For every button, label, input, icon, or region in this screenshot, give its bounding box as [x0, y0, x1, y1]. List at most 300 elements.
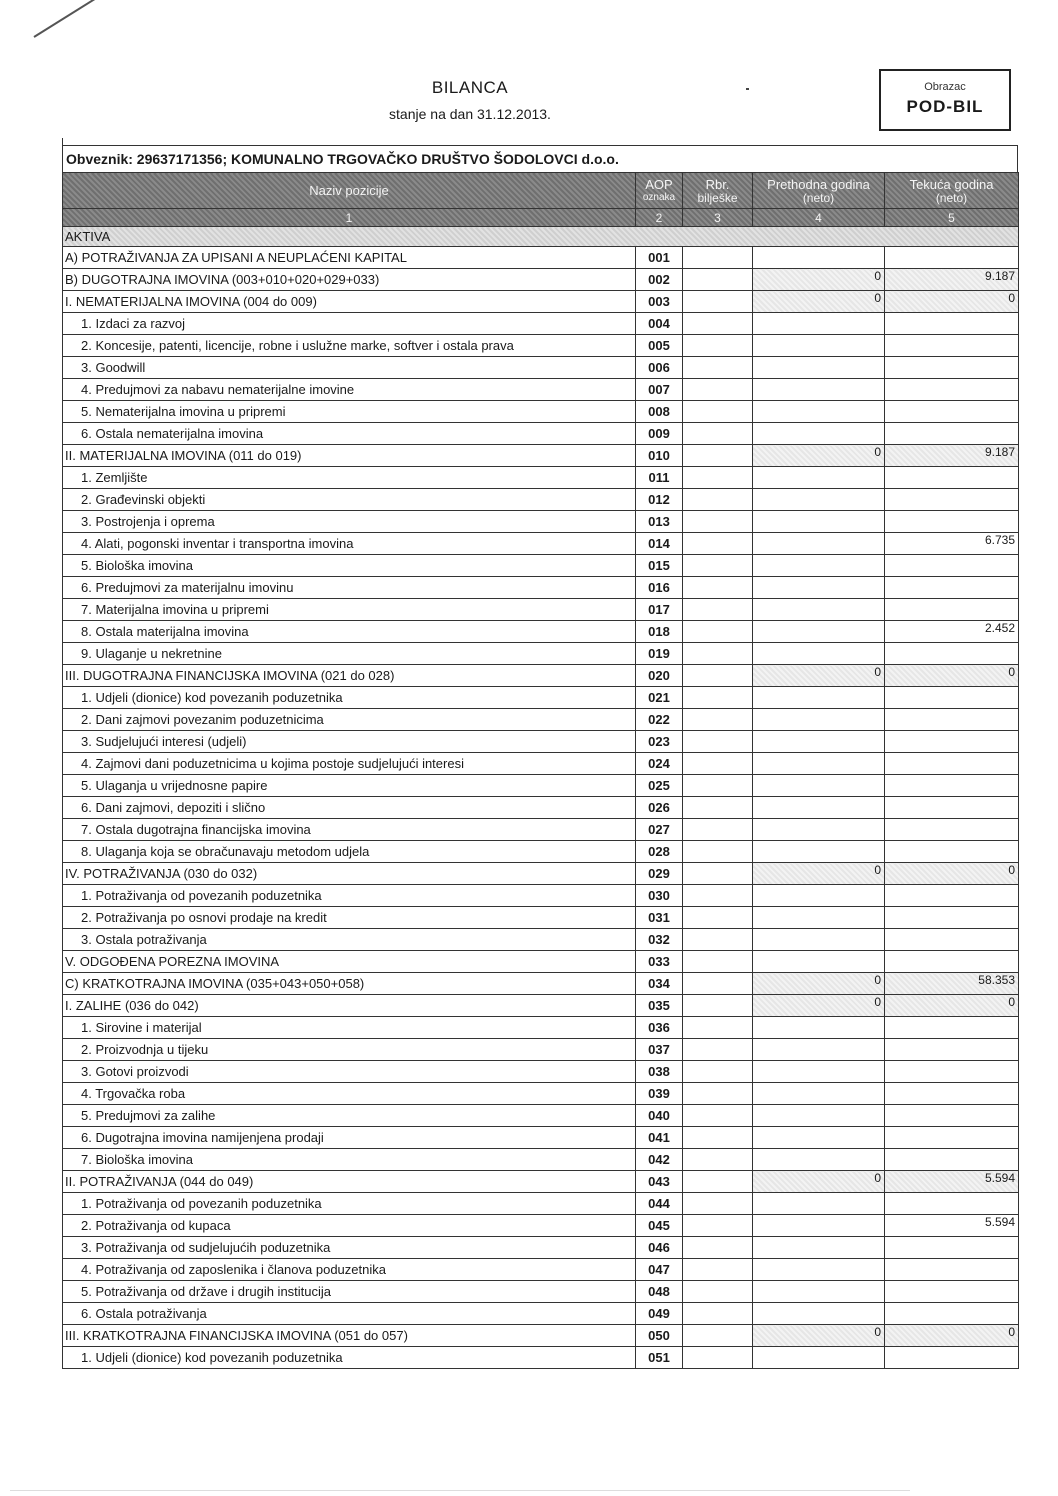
- row-name: 3. Goodwill: [63, 357, 636, 379]
- col-number-2: 2: [636, 209, 683, 227]
- table-row: [63, 687, 1019, 709]
- row-rbr: [683, 1325, 753, 1347]
- taxpayer-line: Obveznik: 29637171356; KOMUNALNO TRGOVAČKO DRUŠTVO ŠODOLOVCI d.o.o.: [62, 145, 1018, 172]
- row-aop: 017: [636, 599, 683, 621]
- table-row: [63, 269, 1019, 291]
- row-prev-value: 0: [753, 973, 885, 995]
- row-prev-value: [753, 907, 885, 929]
- row-curr-value: 6.735: [885, 533, 1019, 555]
- row-curr-value: [885, 489, 1019, 511]
- col-aop: [636, 173, 683, 209]
- row-curr-value: [885, 951, 1019, 973]
- row-aop: 034: [636, 973, 683, 995]
- row-aop: 028: [636, 841, 683, 863]
- row-aop: 004: [636, 313, 683, 335]
- row-rbr: [683, 1105, 753, 1127]
- row-aop: 014: [636, 533, 683, 555]
- row-rbr: [683, 1215, 753, 1237]
- row-name: 4. Potraživanja od zaposlenika i članova poduzetnika: [63, 1259, 636, 1281]
- row-aop: 037: [636, 1039, 683, 1061]
- row-name: 3. Potraživanja od sudjelujućih poduzetnika: [63, 1237, 636, 1259]
- row-curr-value: [885, 819, 1019, 841]
- row-aop: 047: [636, 1259, 683, 1281]
- row-prev-value: [753, 1303, 885, 1325]
- row-aop: 015: [636, 555, 683, 577]
- row-curr-value: [885, 1281, 1019, 1303]
- table-row: [63, 863, 1019, 885]
- table-row: [63, 885, 1019, 907]
- row-aop: 007: [636, 379, 683, 401]
- row-name: 1. Izdaci za razvoj: [63, 313, 636, 335]
- row-curr-value: [885, 1259, 1019, 1281]
- row-name: C) KRATKOTRAJNA IMOVINA (035+043+050+058): [63, 973, 636, 995]
- table-row: [63, 335, 1019, 357]
- row-name: 5. Predujmovi za zalihe: [63, 1105, 636, 1127]
- row-aop: 049: [636, 1303, 683, 1325]
- row-rbr: [683, 643, 753, 665]
- row-curr-value: 9.187: [885, 445, 1019, 467]
- row-prev-value: [753, 335, 885, 357]
- row-curr-value: [885, 731, 1019, 753]
- row-rbr: [683, 291, 753, 313]
- row-aop: 040: [636, 1105, 683, 1127]
- row-prev-value: [753, 511, 885, 533]
- table-row: [63, 467, 1019, 489]
- row-prev-value: [753, 577, 885, 599]
- row-rbr: [683, 929, 753, 951]
- row-prev-value: [753, 775, 885, 797]
- row-aop: 044: [636, 1193, 683, 1215]
- row-rbr: [683, 1083, 753, 1105]
- row-curr-value: [885, 1347, 1019, 1369]
- table-row: [63, 797, 1019, 819]
- row-rbr: [683, 1017, 753, 1039]
- col-number-3: 3: [683, 209, 753, 227]
- page-edge: [10, 1490, 910, 1491]
- row-prev-value: [753, 1237, 885, 1259]
- row-rbr: [683, 841, 753, 863]
- row-curr-value: [885, 401, 1019, 423]
- row-rbr: [683, 1347, 753, 1369]
- row-name: 2. Potraživanja po osnovi prodaje na kredit: [63, 907, 636, 929]
- row-rbr: [683, 379, 753, 401]
- form-label: Obrazac: [924, 81, 966, 93]
- row-name: 6. Ostala potraživanja: [63, 1303, 636, 1325]
- table-row: [63, 291, 1019, 313]
- table-row: [63, 423, 1019, 445]
- table-row: [63, 775, 1019, 797]
- row-aop: 020: [636, 665, 683, 687]
- row-aop: 031: [636, 907, 683, 929]
- row-rbr: [683, 863, 753, 885]
- row-curr-value: 5.594: [885, 1171, 1019, 1193]
- table-row: [63, 929, 1019, 951]
- col-naziv-label: Naziv pozicije: [309, 183, 389, 198]
- row-curr-value: [885, 1039, 1019, 1061]
- col-tekuca-sub: (neto): [935, 191, 968, 205]
- col-tekuca: [885, 173, 1019, 209]
- row-aop: 039: [636, 1083, 683, 1105]
- table-row: [63, 665, 1019, 687]
- row-aop: 045: [636, 1215, 683, 1237]
- row-prev-value: [753, 533, 885, 555]
- row-rbr: [683, 269, 753, 291]
- row-name: III. KRATKOTRAJNA FINANCIJSKA IMOVINA (051 do 057): [63, 1325, 636, 1347]
- row-name: I. NEMATERIJALNA IMOVINA (004 do 009): [63, 291, 636, 313]
- col-prethodna-label: Prethodna godina: [767, 177, 870, 192]
- pen-mark: [33, 0, 95, 38]
- col-number-1: 1: [63, 209, 636, 227]
- row-rbr: [683, 621, 753, 643]
- row-curr-value: [885, 687, 1019, 709]
- row-rbr: [683, 907, 753, 929]
- table-row: [63, 907, 1019, 929]
- row-name: 1. Udjeli (dionice) kod povezanih poduzetnika: [63, 687, 636, 709]
- row-prev-value: [753, 1215, 885, 1237]
- col-tekuca-label: Tekuća godina: [909, 177, 994, 192]
- row-aop: 032: [636, 929, 683, 951]
- row-name: 2. Građevinski objekti: [63, 489, 636, 511]
- row-curr-value: [885, 1105, 1019, 1127]
- row-rbr: [683, 1281, 753, 1303]
- row-name: 1. Potraživanja od povezanih poduzetnika: [63, 885, 636, 907]
- table-row: [63, 1215, 1019, 1237]
- row-prev-value: [753, 555, 885, 577]
- row-aop: 006: [636, 357, 683, 379]
- row-rbr: [683, 951, 753, 973]
- row-prev-value: 0: [753, 269, 885, 291]
- row-aop: 026: [636, 797, 683, 819]
- table-row: [63, 533, 1019, 555]
- row-aop: 048: [636, 1281, 683, 1303]
- table-row: [63, 995, 1019, 1017]
- row-prev-value: [753, 467, 885, 489]
- table-row: [63, 1127, 1019, 1149]
- row-curr-value: [885, 643, 1019, 665]
- table-row: [63, 621, 1019, 643]
- row-prev-value: [753, 1127, 885, 1149]
- table-row: [63, 247, 1019, 269]
- row-aop: 010: [636, 445, 683, 467]
- table-row: [63, 401, 1019, 423]
- row-rbr: [683, 599, 753, 621]
- row-name: 5. Nematerijalna imovina u pripremi: [63, 401, 636, 423]
- row-curr-value: [885, 335, 1019, 357]
- section-row: [63, 227, 1019, 247]
- col-rbr: [683, 173, 753, 209]
- row-name: 6. Ostala nematerijalna imovina: [63, 423, 636, 445]
- table-row: [63, 819, 1019, 841]
- row-aop: 009: [636, 423, 683, 445]
- table-row: [63, 1193, 1019, 1215]
- table-row: [63, 731, 1019, 753]
- table-row: [63, 1347, 1019, 1369]
- row-curr-value: [885, 907, 1019, 929]
- row-name: 7. Biološka imovina: [63, 1149, 636, 1171]
- table-row: [63, 1039, 1019, 1061]
- row-curr-value: [885, 775, 1019, 797]
- row-curr-value: [885, 599, 1019, 621]
- row-rbr: [683, 1193, 753, 1215]
- balance-sheet: [62, 145, 1018, 1369]
- row-name: 3. Postrojenja i oprema: [63, 511, 636, 533]
- row-name: V. ODGOĐENA POREZNA IMOVINA: [63, 951, 636, 973]
- row-rbr: [683, 753, 753, 775]
- row-aop: 023: [636, 731, 683, 753]
- row-prev-value: [753, 1281, 885, 1303]
- row-aop: 021: [636, 687, 683, 709]
- row-prev-value: [753, 1061, 885, 1083]
- row-rbr: [683, 1303, 753, 1325]
- col-number-4: 4: [753, 209, 885, 227]
- col-rbr-label: Rbr.: [705, 177, 730, 192]
- row-rbr: [683, 1171, 753, 1193]
- row-name: 2. Dani zajmovi povezanim poduzetnicima: [63, 709, 636, 731]
- table-row: [63, 643, 1019, 665]
- row-name: 2. Potraživanja od kupaca: [63, 1215, 636, 1237]
- row-name: 3. Ostala potraživanja: [63, 929, 636, 951]
- form-code: POD-BIL: [906, 97, 984, 116]
- row-aop: 005: [636, 335, 683, 357]
- row-prev-value: 0: [753, 445, 885, 467]
- table-row: [63, 1105, 1019, 1127]
- col-number-5: 5: [885, 209, 1019, 227]
- row-name: IV. POTRAŽIVANJA (030 do 032): [63, 863, 636, 885]
- row-aop: 025: [636, 775, 683, 797]
- row-aop: 043: [636, 1171, 683, 1193]
- row-aop: 033: [636, 951, 683, 973]
- row-prev-value: 0: [753, 863, 885, 885]
- table-row: [63, 313, 1019, 335]
- row-prev-value: [753, 423, 885, 445]
- row-prev-value: [753, 1105, 885, 1127]
- row-name: 6. Predujmovi za materijalnu imovinu: [63, 577, 636, 599]
- row-prev-value: [753, 1017, 885, 1039]
- balance-table: [62, 172, 1019, 1369]
- row-prev-value: [753, 709, 885, 731]
- row-name: 4. Predujmovi za nabavu nematerijalne imovine: [63, 379, 636, 401]
- row-rbr: [683, 1237, 753, 1259]
- row-prev-value: 0: [753, 995, 885, 1017]
- row-rbr: [683, 467, 753, 489]
- row-rbr: [683, 555, 753, 577]
- row-rbr: [683, 709, 753, 731]
- row-curr-value: [885, 379, 1019, 401]
- row-aop: 012: [636, 489, 683, 511]
- table-row: [63, 1325, 1019, 1347]
- row-prev-value: [753, 247, 885, 269]
- row-name: 9. Ulaganje u nekretnine: [63, 643, 636, 665]
- table-row: [63, 357, 1019, 379]
- row-rbr: [683, 1127, 753, 1149]
- row-aop: 041: [636, 1127, 683, 1149]
- table-row: [63, 379, 1019, 401]
- col-aop-label: AOP: [645, 177, 673, 192]
- row-curr-value: [885, 1303, 1019, 1325]
- row-name: 8. Ostala materijalna imovina: [63, 621, 636, 643]
- column-number-row: [63, 209, 1019, 227]
- row-prev-value: [753, 621, 885, 643]
- row-aop: 011: [636, 467, 683, 489]
- row-curr-value: [885, 357, 1019, 379]
- row-prev-value: [753, 379, 885, 401]
- row-curr-value: [885, 577, 1019, 599]
- row-curr-value: [885, 885, 1019, 907]
- row-prev-value: [753, 313, 885, 335]
- table-row: [63, 1303, 1019, 1325]
- table-row: [63, 1017, 1019, 1039]
- row-prev-value: [753, 753, 885, 775]
- row-curr-value: [885, 709, 1019, 731]
- table-row: [63, 511, 1019, 533]
- row-name: 4. Trgovačka roba: [63, 1083, 636, 1105]
- table-row: [63, 1281, 1019, 1303]
- row-curr-value: 58.353: [885, 973, 1019, 995]
- row-aop: 038: [636, 1061, 683, 1083]
- row-rbr: [683, 665, 753, 687]
- row-rbr: [683, 1039, 753, 1061]
- row-aop: 024: [636, 753, 683, 775]
- row-curr-value: 2.452: [885, 621, 1019, 643]
- table-row: [63, 1259, 1019, 1281]
- row-curr-value: [885, 555, 1019, 577]
- col-prethodna: [753, 173, 885, 209]
- row-name: 1. Udjeli (dionice) kod povezanih poduzetnika: [63, 1347, 636, 1369]
- row-aop: 019: [636, 643, 683, 665]
- table-row: [63, 973, 1019, 995]
- table-row: [63, 951, 1019, 973]
- col-aop-sub: oznaka: [642, 192, 676, 203]
- row-curr-value: [885, 753, 1019, 775]
- row-rbr: [683, 995, 753, 1017]
- form-code-box: [879, 69, 1011, 131]
- row-name: 3. Gotovi proizvodi: [63, 1061, 636, 1083]
- row-rbr: [683, 247, 753, 269]
- row-curr-value: 5.594: [885, 1215, 1019, 1237]
- row-name: 8. Ulaganja koja se obračunavaju metodom udjela: [63, 841, 636, 863]
- row-prev-value: [753, 797, 885, 819]
- row-name: 5. Biološka imovina: [63, 555, 636, 577]
- row-rbr: [683, 885, 753, 907]
- row-curr-value: 0: [885, 291, 1019, 313]
- row-aop: 042: [636, 1149, 683, 1171]
- row-curr-value: [885, 841, 1019, 863]
- row-prev-value: [753, 1347, 885, 1369]
- row-curr-value: [885, 1193, 1019, 1215]
- row-prev-value: [753, 1083, 885, 1105]
- row-curr-value: 0: [885, 995, 1019, 1017]
- table-row: [63, 577, 1019, 599]
- row-name: 6. Dugotrajna imovina namijenjena prodaji: [63, 1127, 636, 1149]
- row-aop: 046: [636, 1237, 683, 1259]
- row-aop: 022: [636, 709, 683, 731]
- row-name: 7. Materijalna imovina u pripremi: [63, 599, 636, 621]
- col-naziv: [63, 173, 636, 209]
- row-rbr: [683, 687, 753, 709]
- row-curr-value: [885, 423, 1019, 445]
- row-curr-value: 0: [885, 1325, 1019, 1347]
- row-prev-value: [753, 1259, 885, 1281]
- row-curr-value: [885, 929, 1019, 951]
- row-rbr: [683, 973, 753, 995]
- row-curr-value: [885, 797, 1019, 819]
- row-rbr: [683, 313, 753, 335]
- row-prev-value: [753, 731, 885, 753]
- row-prev-value: 0: [753, 1171, 885, 1193]
- column-header-row: [63, 173, 1019, 209]
- row-prev-value: [753, 1193, 885, 1215]
- row-curr-value: 0: [885, 665, 1019, 687]
- document-title: BILANCA: [431, 78, 509, 97]
- row-rbr: [683, 357, 753, 379]
- row-name: 1. Sirovine i materijal: [63, 1017, 636, 1039]
- row-aop: 036: [636, 1017, 683, 1039]
- row-rbr: [683, 731, 753, 753]
- row-name: B) DUGOTRAJNA IMOVINA (003+010+020+029+033): [63, 269, 636, 291]
- row-aop: 002: [636, 269, 683, 291]
- row-name: 4. Alati, pogonski inventar i transportna imovina: [63, 533, 636, 555]
- row-name: 7. Ostala dugotrajna financijska imovina: [63, 819, 636, 841]
- row-name: 2. Proizvodnja u tijeku: [63, 1039, 636, 1061]
- row-curr-value: [885, 313, 1019, 335]
- col-rbr-sub: bilješke: [697, 191, 738, 205]
- row-curr-value: [885, 1127, 1019, 1149]
- row-curr-value: [885, 1083, 1019, 1105]
- row-prev-value: [753, 643, 885, 665]
- row-prev-value: [753, 401, 885, 423]
- row-name: 6. Dani zajmovi, depoziti i slično: [63, 797, 636, 819]
- table-row: [63, 599, 1019, 621]
- table-body: [63, 247, 1019, 1369]
- row-rbr: [683, 577, 753, 599]
- document-subtitle: stanje na dan 31.12.2013.: [389, 106, 551, 122]
- row-name: A) POTRAŽIVANJA ZA UPISANI A NEUPLAĆENI KAPITAL: [63, 247, 636, 269]
- row-curr-value: 0: [885, 863, 1019, 885]
- row-prev-value: [753, 1149, 885, 1171]
- row-name: I. ZALIHE (036 do 042): [63, 995, 636, 1017]
- table-row: [63, 1061, 1019, 1083]
- row-name: III. DUGOTRAJNA FINANCIJSKA IMOVINA (021 do 028): [63, 665, 636, 687]
- row-aop: 035: [636, 995, 683, 1017]
- table-row: [63, 1083, 1019, 1105]
- row-name: 1. Zemljište: [63, 467, 636, 489]
- row-curr-value: [885, 247, 1019, 269]
- table-row: [63, 753, 1019, 775]
- row-name: 5. Ulaganja u vrijednosne papire: [63, 775, 636, 797]
- row-name: 1. Potraživanja od povezanih poduzetnika: [63, 1193, 636, 1215]
- row-name: II. MATERIJALNA IMOVINA (011 do 019): [63, 445, 636, 467]
- row-prev-value: [753, 885, 885, 907]
- row-rbr: [683, 445, 753, 467]
- row-aop: 003: [636, 291, 683, 313]
- row-prev-value: [753, 687, 885, 709]
- row-prev-value: [753, 819, 885, 841]
- row-aop: 016: [636, 577, 683, 599]
- row-aop: 008: [636, 401, 683, 423]
- row-curr-value: [885, 467, 1019, 489]
- row-prev-value: 0: [753, 665, 885, 687]
- row-rbr: [683, 775, 753, 797]
- row-curr-value: [885, 1017, 1019, 1039]
- col-prethodna-sub: (neto): [802, 191, 835, 205]
- row-aop: 001: [636, 247, 683, 269]
- row-name: II. POTRAŽIVANJA (044 do 049): [63, 1171, 636, 1193]
- row-aop: 051: [636, 1347, 683, 1369]
- row-prev-value: [753, 929, 885, 951]
- row-prev-value: [753, 1039, 885, 1061]
- row-aop: 027: [636, 819, 683, 841]
- row-curr-value: [885, 1149, 1019, 1171]
